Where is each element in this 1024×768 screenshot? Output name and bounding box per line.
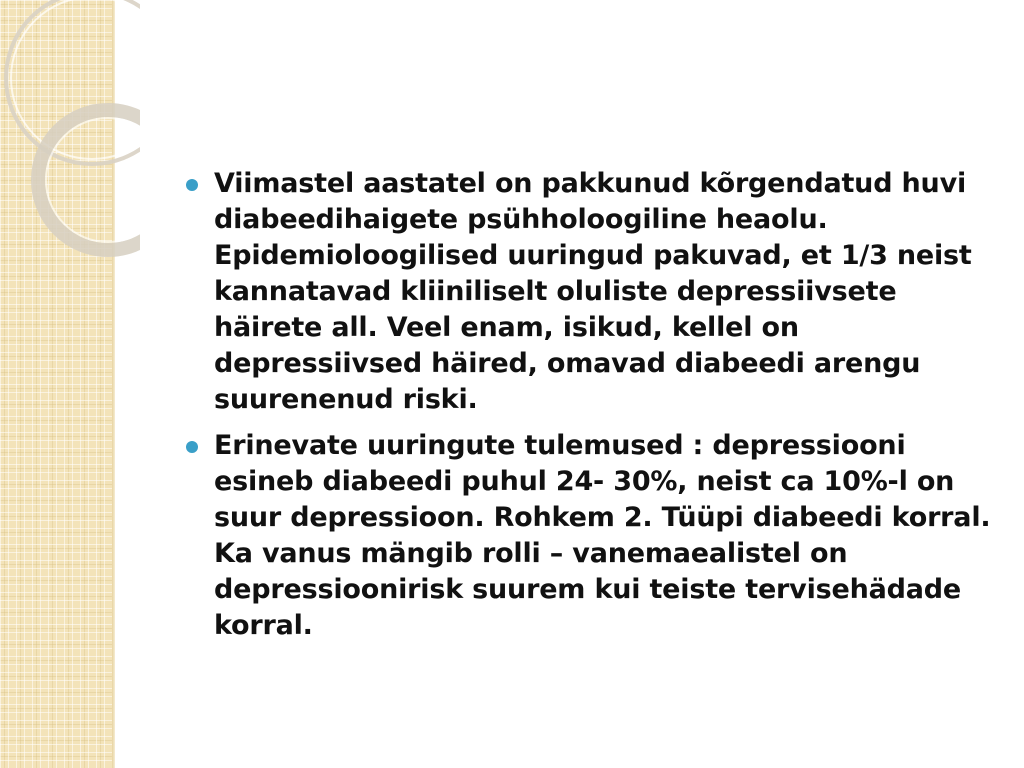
bullet-list	[186, 166, 996, 644]
bullet-dot-icon	[186, 179, 198, 191]
bullet-text: Viimastel aastatel on pakkunud kõrgendatud huvi diabeedihaigete psühholoogiline heaolu. Epidemioloogilised uuringud pakuvad, et 1/3 neist kannatavad kliiniliselt oluliste depressiivsete häirete all. Veel enam, isikud, kellel on depressiivsed häired, omavad diabeedi arengu suurenenud riski.	[214, 168, 972, 415]
bullet-item	[186, 428, 996, 644]
decorative-side-panel	[0, 0, 112, 768]
slide-body	[186, 166, 996, 654]
side-panel-edge	[112, 0, 115, 768]
bullet-dot-icon	[186, 441, 198, 453]
bullet-text: Erinevate uuringute tulemused : depressiooni esineb diabeedi puhul 24- 30%, neist ca 10%-l on suur depressioon. Rohkem 2. Tüüpi diabeedi korral. Ka vanus mängib rolli – vanemaealistel on depressioonirisk suurem kui teiste tervisehädade korral.	[214, 430, 991, 641]
bullet-item	[186, 166, 996, 418]
